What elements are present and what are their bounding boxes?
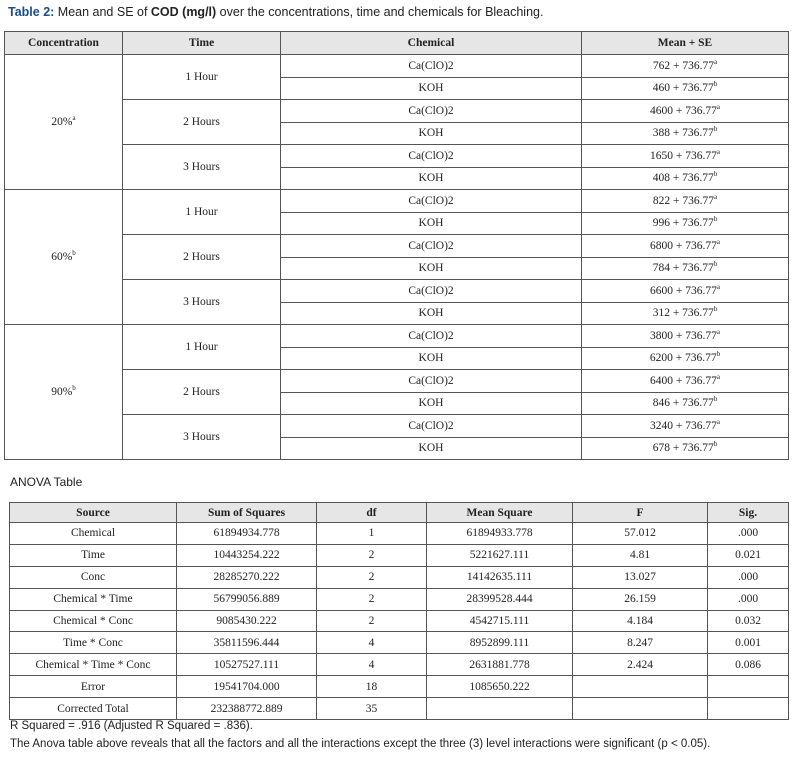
anova-mean-square-cell: 1085650.222 xyxy=(427,676,573,698)
anova-df-cell: 35 xyxy=(317,698,427,720)
anova-mean-square-cell: 5221627.111 xyxy=(427,544,573,566)
mean-se-cell xyxy=(582,145,789,168)
chemical-cell: Ca(ClO)2 xyxy=(281,370,582,393)
anova-row xyxy=(10,654,789,676)
mean-se-superscript: b xyxy=(713,80,718,89)
time-cell: 3 Hours xyxy=(123,280,281,325)
concentration-superscript: b xyxy=(72,249,76,258)
mean-se-cell xyxy=(582,190,789,213)
anova-sum-of-squares-cell: 232388772.889 xyxy=(177,698,317,720)
mean-se-value: 408 + 736.77 xyxy=(652,172,714,185)
anova-mean-square-cell: 61894933.778 xyxy=(427,523,573,545)
anova-source-cell: Chemical xyxy=(10,523,177,545)
chemical-cell: KOH xyxy=(281,347,582,370)
anova-source-cell: Error xyxy=(10,676,177,698)
anova-sum-of-squares-cell: 10443254.222 xyxy=(177,544,317,566)
chemical-cell: KOH xyxy=(281,302,582,325)
table-header-row xyxy=(5,32,789,55)
chemical-cell: Ca(ClO)2 xyxy=(281,325,582,348)
chemical-cell: KOH xyxy=(281,392,582,415)
anova-mean-square-cell: 4542715.111 xyxy=(427,610,573,632)
mean-se-cell xyxy=(582,370,789,393)
anova-df-cell: 2 xyxy=(317,566,427,588)
caption-text-before: Mean and SE of xyxy=(54,5,151,19)
anova-sum-of-squares-cell: 35811596.444 xyxy=(177,632,317,654)
anova-f-value-cell: 4.184 xyxy=(573,610,708,632)
anova-sig-value-cell: 0.021 xyxy=(708,544,789,566)
mean-se-value: 3240 + 736.77 xyxy=(650,419,717,432)
anova-sig-value-cell: 0.032 xyxy=(708,610,789,632)
chemical-cell: KOH xyxy=(281,77,582,100)
mean-se-value: 6600 + 736.77 xyxy=(650,284,717,297)
mean-se-value: 6800 + 736.77 xyxy=(650,239,717,252)
anova-row xyxy=(10,610,789,632)
concentration-value: 90% xyxy=(51,386,73,398)
anova-row xyxy=(10,544,789,566)
anova-mean-square-cell: 2631881.778 xyxy=(427,654,573,676)
mean-se-cell xyxy=(582,77,789,100)
mean-se-cell xyxy=(582,392,789,415)
anova-sig-value-cell: .000 xyxy=(708,588,789,610)
table-row xyxy=(5,55,789,78)
anova-sig-value-cell: .000 xyxy=(708,523,789,545)
mean-se-cell xyxy=(582,235,789,258)
mean-se-value: 1650 + 736.77 xyxy=(650,149,717,162)
mean-se-value: 388 + 736.77 xyxy=(652,127,714,140)
time-cell: 2 Hours xyxy=(123,370,281,415)
chemical-cell: Ca(ClO)2 xyxy=(281,100,582,123)
mean-se-value: 4600 + 736.77 xyxy=(650,104,717,117)
time-cell: 1 Hour xyxy=(123,55,281,100)
table-row xyxy=(5,370,789,393)
mean-se-superscript: a xyxy=(716,417,720,426)
time-cell: 2 Hours xyxy=(123,235,281,280)
mean-se-value: 784 + 736.77 xyxy=(652,262,714,275)
anova-header-row xyxy=(10,503,789,523)
anova-sum-of-squares-cell: 28285270.222 xyxy=(177,566,317,588)
concentration-cell xyxy=(5,325,123,460)
anova-df-cell: 2 xyxy=(317,544,427,566)
anova-source-cell: Time * Conc xyxy=(10,632,177,654)
anova-header-sum-of-squares: Sum of Squares xyxy=(177,503,317,523)
time-cell: 1 Hour xyxy=(123,325,281,370)
anova-header-source: Source xyxy=(10,503,177,523)
mean-se-superscript: a xyxy=(716,282,720,291)
mean-se-cell xyxy=(582,55,789,78)
caption-label: Table 2: xyxy=(8,5,55,19)
anova-row xyxy=(10,566,789,588)
table-row xyxy=(5,145,789,168)
concentration-value: 20% xyxy=(51,116,73,128)
chemical-cell: KOH xyxy=(281,122,582,145)
anova-mean-square-cell: 28399528.444 xyxy=(427,588,573,610)
anova-row xyxy=(10,588,789,610)
table-row xyxy=(5,190,789,213)
chemical-cell: KOH xyxy=(281,437,582,460)
mean-se-value: 3800 + 736.77 xyxy=(650,329,717,342)
mean-se-value: 312 + 736.77 xyxy=(652,307,714,320)
mean-se-cell xyxy=(582,325,789,348)
anova-source-cell: Chemical * Conc xyxy=(10,610,177,632)
anova-header-mean-square: Mean Square xyxy=(427,503,573,523)
anova-row xyxy=(10,523,789,545)
mean-se-value: 822 + 736.77 xyxy=(652,194,714,207)
table-row xyxy=(5,415,789,438)
caption-text-after: over the concentrations, time and chemicals for Bleaching. xyxy=(216,5,544,19)
anova-f-value-cell: 4.81 xyxy=(573,544,708,566)
mean-se-value: 678 + 736.77 xyxy=(652,442,714,455)
anova-source-cell: Chemical * Time xyxy=(10,588,177,610)
anova-table xyxy=(9,502,789,720)
concentration-superscript: a xyxy=(72,114,76,123)
anova-f-value-cell: 26.159 xyxy=(573,588,708,610)
chemical-cell: KOH xyxy=(281,257,582,280)
table-row xyxy=(5,235,789,258)
table-row xyxy=(5,100,789,123)
anova-header-sig: Sig. xyxy=(708,503,789,523)
time-cell: 2 Hours xyxy=(123,100,281,145)
mean-se-value: 996 + 736.77 xyxy=(652,217,714,230)
chemical-cell: Ca(ClO)2 xyxy=(281,415,582,438)
cod-mean-table xyxy=(4,31,789,460)
anova-sum-of-squares-cell: 61894934.778 xyxy=(177,523,317,545)
mean-se-cell xyxy=(582,415,789,438)
anova-f-value-cell xyxy=(573,698,708,720)
anova-title: ANOVA Table xyxy=(10,475,83,489)
anova-f-value-cell: 8.247 xyxy=(573,632,708,654)
mean-se-cell xyxy=(582,347,789,370)
anova-sum-of-squares-cell: 19541704.000 xyxy=(177,676,317,698)
anova-summary-note: The Anova table above reveals that all the factors and all the interactions except the three (3) level interactions were significant (p < 0.05). xyxy=(10,738,711,750)
chemical-cell: KOH xyxy=(281,167,582,190)
anova-header-df: df xyxy=(317,503,427,523)
header-chemical: Chemical xyxy=(281,32,582,55)
mean-se-cell xyxy=(582,280,789,303)
anova-sig-value-cell xyxy=(708,698,789,720)
mean-se-cell xyxy=(582,212,789,235)
anova-row xyxy=(10,676,789,698)
mean-se-superscript: a xyxy=(714,192,718,201)
mean-se-superscript: b xyxy=(713,125,718,134)
anova-sum-of-squares-cell: 10527527.111 xyxy=(177,654,317,676)
table-row xyxy=(5,325,789,348)
concentration-superscript: b xyxy=(72,384,76,393)
mean-se-superscript: b xyxy=(716,350,721,359)
time-cell: 3 Hours xyxy=(123,415,281,460)
mean-se-superscript: b xyxy=(713,395,718,404)
anova-source-cell: Chemical * Time * Conc xyxy=(10,654,177,676)
anova-header-f: F xyxy=(573,503,708,523)
table-caption xyxy=(8,5,543,19)
anova-sig-value-cell: 0.001 xyxy=(708,632,789,654)
anova-mean-square-cell xyxy=(427,698,573,720)
mean-se-value: 460 + 736.77 xyxy=(652,82,714,95)
anova-row xyxy=(10,698,789,720)
mean-se-superscript: a xyxy=(716,372,720,381)
mean-se-superscript: a xyxy=(716,102,720,111)
mean-se-cell xyxy=(582,167,789,190)
chemical-cell: Ca(ClO)2 xyxy=(281,55,582,78)
anova-source-cell: Time xyxy=(10,544,177,566)
anova-f-value-cell xyxy=(573,676,708,698)
anova-df-cell: 4 xyxy=(317,654,427,676)
anova-sig-value-cell: .000 xyxy=(708,566,789,588)
mean-se-superscript: b xyxy=(713,260,718,269)
table-row xyxy=(5,280,789,303)
mean-se-superscript: b xyxy=(713,170,718,179)
mean-se-cell xyxy=(582,257,789,280)
mean-se-superscript: a xyxy=(716,327,720,336)
anova-mean-square-cell: 8952899.111 xyxy=(427,632,573,654)
anova-df-cell: 1 xyxy=(317,523,427,545)
header-concentration: Concentration xyxy=(5,32,123,55)
chemical-cell: Ca(ClO)2 xyxy=(281,190,582,213)
concentration-cell xyxy=(5,55,123,190)
mean-se-value: 6400 + 736.77 xyxy=(650,374,717,387)
anova-sig-value-cell: 0.086 xyxy=(708,654,789,676)
caption-bold-text: COD (mg/l) xyxy=(150,5,217,19)
mean-se-superscript: a xyxy=(716,237,720,246)
mean-se-cell xyxy=(582,302,789,325)
mean-se-superscript: a xyxy=(716,147,720,156)
mean-se-value: 6200 + 736.77 xyxy=(649,352,717,365)
mean-se-value: 762 + 736.77 xyxy=(652,59,714,72)
anova-source-cell: Corrected Total xyxy=(10,698,177,720)
anova-df-cell: 4 xyxy=(317,632,427,654)
concentration-cell xyxy=(5,190,123,325)
anova-df-cell: 2 xyxy=(317,588,427,610)
mean-se-superscript: b xyxy=(713,305,718,314)
anova-sum-of-squares-cell: 9085430.222 xyxy=(177,610,317,632)
anova-sum-of-squares-cell: 56799056.889 xyxy=(177,588,317,610)
mean-se-cell xyxy=(582,122,789,145)
anova-source-cell: Conc xyxy=(10,566,177,588)
mean-se-cell xyxy=(582,437,789,460)
anova-df-cell: 2 xyxy=(317,610,427,632)
mean-se-superscript: a xyxy=(714,57,718,66)
anova-mean-square-cell: 14142635.111 xyxy=(427,566,573,588)
anova-f-value-cell: 13.027 xyxy=(573,566,708,588)
chemical-cell: Ca(ClO)2 xyxy=(281,280,582,303)
time-cell: 1 Hour xyxy=(123,190,281,235)
mean-se-superscript: b xyxy=(713,215,718,224)
mean-se-cell xyxy=(582,100,789,123)
anova-sig-value-cell xyxy=(708,676,789,698)
concentration-value: 60% xyxy=(51,251,73,263)
anova-f-value-cell: 2.424 xyxy=(573,654,708,676)
r-squared-note: R Squared = .916 (Adjusted R Squared = .836). xyxy=(10,720,253,732)
anova-row xyxy=(10,632,789,654)
anova-df-cell: 18 xyxy=(317,676,427,698)
header-mean-se: Mean + SE xyxy=(582,32,789,55)
time-cell: 3 Hours xyxy=(123,145,281,190)
mean-se-superscript: b xyxy=(713,440,718,449)
chemical-cell: KOH xyxy=(281,212,582,235)
chemical-cell: Ca(ClO)2 xyxy=(281,145,582,168)
mean-se-value: 846 + 736.77 xyxy=(652,397,714,410)
chemical-cell: Ca(ClO)2 xyxy=(281,235,582,258)
header-time: Time xyxy=(123,32,281,55)
anova-f-value-cell: 57.012 xyxy=(573,523,708,545)
